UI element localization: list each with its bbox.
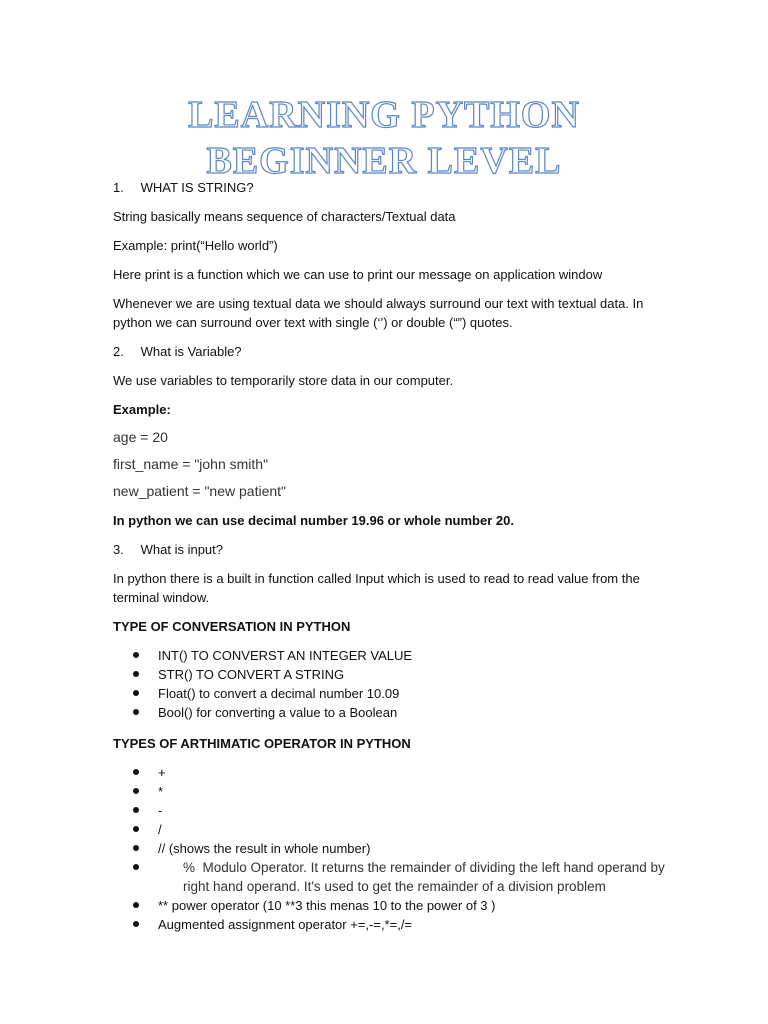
code-line: age = 20 [113, 429, 168, 445]
page-title: LEARNING PYTHON BEGINNER LEVEL [188, 94, 580, 182]
bullet-icon [133, 709, 139, 715]
bullet-icon [133, 769, 139, 775]
conversion-heading: TYPE OF CONVERSATION IN PYTHON [113, 619, 351, 634]
section-2-heading-text: What is Variable? [140, 344, 242, 359]
bullet-icon [133, 671, 139, 677]
quotes-explanation: Whenever we are using textual data we should always surround our text with textual data. In python we can surround over text with single (‘’) or double (“”) quotes. [113, 296, 644, 330]
section-1-heading-text: WHAT IS STRING? [140, 180, 254, 195]
bullet-icon [133, 690, 139, 696]
bullet-icon [133, 826, 139, 832]
section-1-number: 1. [113, 180, 124, 195]
bullet-icon [133, 652, 139, 658]
section-3-heading-text: What is input? [140, 542, 223, 557]
section-1-heading [113, 178, 673, 197]
document-page: LEARNING PYTHON BEGINNER LEVEL 1. WHAT IS STRING? String basically means sequence of characters/Textual data Example: print(“Hello world”) Here print is a function which we can use to print our message on application window Whenever we are using textual data we should always surround our text with textual data. In python we can surround over text with single (‘’) or double (“”) quotes. 2. What is Variable? We use variables to temporarily store data in our computer. Example: age = 20 first_name = "john smith" new_patient = "new patient" In python we can use decimal number 19.96 or whole number 20. 3. What is input? In python there is a built in function called Input which is used to read to read value from the terminal window. TYPE OF CONVERSATION IN PYTHON INT() TO CONVERST AN INTEGER VALUE STR() TO CONVERT A STRING Float() to convert a decimal number 10.09 Bool() for converting a value to a Boolean TYPES OF ARTHIMATIC OPERATOR IN PYTHON + * - / // (shows the result in whole number) % Modulo Operator. It returns the remainder of dividing the left hand operand by right hand operand. It's used to get the remainder of a division problem ** power operator (10 **3 this menas 10 to the power of 3 ) Augmented assignment operator +=,-=,*=,/= [0, 0, 768, 1024]
string-example: Example: print(“Hello world”) [113, 238, 278, 253]
bullet-icon [133, 864, 139, 870]
bullet-icon [133, 807, 139, 813]
bullet-icon [133, 845, 139, 851]
variable-definition: We use variables to temporarily store data in our computer. [113, 373, 454, 388]
section-3-number: 3. [113, 542, 124, 557]
input-definition: In python there is a built in function called Input which is used to read to read value from the terminal window. [113, 571, 640, 605]
code-line: first_name = "john smith" [113, 456, 269, 472]
operator-item-modulo [133, 858, 673, 896]
section-3-heading [113, 540, 673, 559]
bullet-icon [133, 902, 139, 908]
variable-example-label: Example: [113, 402, 171, 417]
decimal-note: In python we can use decimal number 19.96 or whole number 20. [113, 513, 514, 528]
bullet-icon [133, 921, 139, 927]
bullet-icon [133, 788, 139, 794]
code-line: new_patient = "new patient" [113, 483, 287, 499]
modulo-description: Modulo Operator. It returns the remainder of dividing the left hand operand by right hand operand. It's used to get the remainder of a division problem [183, 860, 665, 894]
string-definition: String basically means sequence of characters/Textual data [113, 209, 456, 224]
operators-heading: TYPES OF ARTHIMATIC OPERATOR IN PYTHON [113, 736, 411, 751]
print-explanation: Here print is a function which we can use to print our message on application window [113, 267, 603, 282]
modulo-symbol: % [183, 860, 196, 875]
section-2-heading [113, 342, 673, 361]
section-2-number: 2. [113, 344, 124, 359]
